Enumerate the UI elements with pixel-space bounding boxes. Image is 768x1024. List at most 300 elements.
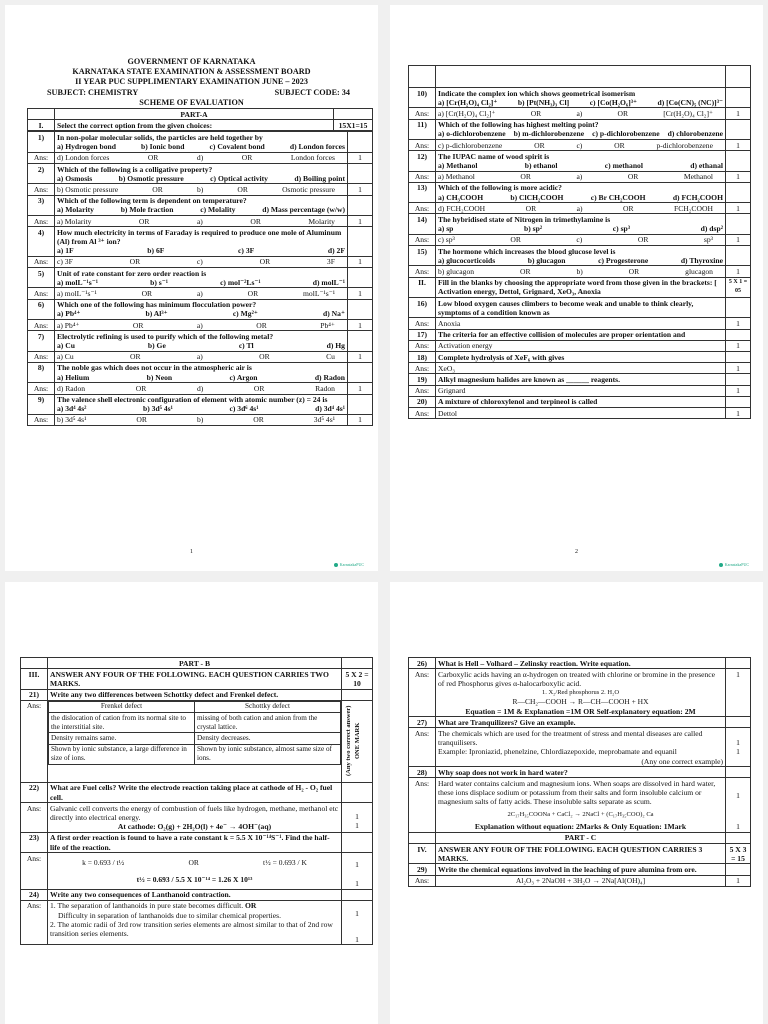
- formula-k: k = 0.693 / t½: [82, 857, 125, 867]
- page4-table: [408, 657, 751, 887]
- part-b-label: PART - B: [48, 658, 342, 669]
- mark-cell: [726, 298, 751, 318]
- answer-part: d) London forces: [57, 153, 110, 163]
- reaction-conditions: 1. X₂/Red phosphorus 2. H₂O: [541, 689, 620, 697]
- answer-part: OR: [130, 352, 141, 362]
- answer-part: OR: [530, 108, 542, 118]
- option: c) sp³: [612, 224, 631, 234]
- mark: 1: [348, 288, 373, 299]
- answer-part: b) 3d⁵ 4s¹: [57, 415, 87, 425]
- answer-label: Ans:: [409, 778, 436, 832]
- answer-part: c): [196, 257, 203, 267]
- answer-part: OR: [510, 235, 521, 245]
- mark: 1: [355, 820, 359, 830]
- subject: SUBJECT: CHEMISTRY: [47, 87, 139, 97]
- mark-cell: [726, 246, 751, 266]
- formula-half-life: t½ = 0.693 / K: [263, 857, 307, 867]
- answer-part: Osmotic pressure: [282, 184, 335, 194]
- mark: 1: [726, 108, 751, 119]
- answer-part: OR: [247, 288, 259, 298]
- frenkel-row-2: Density remains same.: [49, 733, 195, 744]
- question-cell: [436, 182, 726, 202]
- answer-part: OR: [534, 140, 545, 150]
- answer-part: b): [196, 415, 204, 425]
- option: d) Radon: [314, 372, 345, 382]
- schottky-row-1: missing of both cation and anion from the crystal lattice.: [195, 713, 341, 733]
- option: a) Helium: [57, 372, 90, 382]
- marking-note: Equation = 1M & Explanation =1M OR Self-explanatory equation: 2M: [465, 706, 696, 716]
- answer-row: [438, 109, 723, 118]
- options-row: [57, 205, 345, 214]
- mark: 1: [348, 351, 373, 362]
- mark: 1: [355, 859, 359, 869]
- question-number: 21): [21, 689, 48, 700]
- answer-part: OR: [519, 266, 531, 276]
- schottky-header: Schottky defect: [195, 701, 341, 712]
- mark: 1: [355, 934, 359, 944]
- answer-part: OR: [135, 383, 147, 393]
- answer-label: Ans:: [21, 803, 48, 833]
- question-number: 2): [28, 164, 55, 184]
- answer-label: Ans:: [21, 900, 48, 944]
- answer-label: Ans:: [409, 234, 436, 245]
- answer-part: c): [576, 140, 583, 150]
- question-text: A first order reaction is found to have a rate constant k = 5.5 X 10⁻¹⁴S⁻¹. Find the half-life of the reaction.: [48, 832, 342, 852]
- option: a) Methanol: [438, 160, 478, 170]
- or-label: OR: [188, 857, 199, 867]
- answer-part: c) p-dichlorobenzene: [438, 140, 503, 150]
- scum-equation: 2C₁₇H₃₅COONa + CaCl₂ → 2NaCl + (C₁₇H₃₅COO)₂ Ca: [507, 810, 654, 818]
- answer-row: [57, 352, 345, 361]
- question-number: 3): [28, 195, 55, 215]
- answer-part: b) Osmotic pressure: [57, 184, 119, 194]
- answer-text: Hard water contains calcium and magnesium ions. When soaps are dissolved in hard water, these ions displace sodium or potassium from their salts and form insoluble calcium or magnesium salts of fatty acids. These insoluble salts separate as scum.: [438, 778, 716, 807]
- question-text: Write any two consequences of Lanthanoid contraction.: [48, 889, 342, 900]
- answer-cell: [55, 256, 348, 267]
- answer-cell: [436, 203, 726, 214]
- answer-part: a): [196, 352, 203, 362]
- section-instruction: ANSWER ANY FOUR OF THE FOLLOWING. EACH QUESTION CARRIES TWO MARKS.: [48, 669, 342, 689]
- option: c) 3d⁶ 4s¹: [229, 404, 259, 414]
- mark-cell: [348, 195, 373, 215]
- answer-cell: [436, 171, 726, 182]
- section-marks: 15X1=15: [334, 120, 373, 131]
- answer-part: Pb⁴⁺: [320, 320, 335, 330]
- mark: 1: [736, 737, 740, 747]
- answer-row: [438, 204, 723, 213]
- question-cell: [55, 132, 348, 152]
- page-number: 1: [190, 549, 193, 555]
- option: b) Al³⁺: [145, 309, 168, 319]
- section-instruction: ANSWER ANY FOUR OF THE FOLLOWING. EACH QUESTION CARRIES 3 MARKS.: [436, 844, 726, 864]
- answer-row: [438, 172, 723, 181]
- question-table-1: [27, 131, 373, 426]
- answer-label: Ans:: [28, 152, 55, 163]
- answer-part: OR: [259, 352, 270, 362]
- page-4: [390, 582, 763, 1024]
- question-text: What is Hell – Volhard – Zelinsky reaction. Write equation.: [436, 658, 726, 669]
- watermark-logo: KarnatakaPUC: [719, 562, 749, 567]
- option: a) Hydrogen bond: [57, 142, 116, 152]
- mark-cell: [348, 394, 373, 414]
- mark-cell: [726, 352, 751, 363]
- frenkel-header: Frenkel defect: [49, 701, 195, 712]
- answer-row: [57, 321, 345, 330]
- option: d) [Co(CN)₅ (NC)]³⁻: [657, 97, 723, 107]
- answer-cell: [436, 234, 726, 245]
- question-number: 22): [21, 782, 48, 802]
- mark: 1: [736, 747, 740, 757]
- question-text: Alkyl magnesium halides are known as ______ reagents.: [436, 374, 726, 385]
- answer-part: Cu: [326, 352, 335, 362]
- answer-row: [57, 384, 345, 393]
- answer-label: Ans:: [409, 340, 436, 351]
- answer-part: OR: [147, 153, 159, 163]
- question-cell: [436, 151, 726, 171]
- question-number: 19): [409, 374, 436, 385]
- answer-part: b): [196, 184, 204, 194]
- answer-part: b) glucagon: [438, 266, 475, 276]
- answer-part: a) molL⁻¹s⁻¹: [57, 288, 97, 298]
- mark-cell: [726, 214, 751, 234]
- option: a) molL⁻¹s⁻¹: [57, 277, 99, 287]
- answer-part: 3d⁵ 4s¹: [313, 415, 335, 425]
- options-row: [57, 309, 345, 318]
- section-number: II.: [409, 277, 436, 297]
- mark: 1: [726, 140, 751, 151]
- mark: 1: [348, 184, 373, 195]
- answer-label: Ans:: [28, 351, 55, 362]
- question-text: A mixture of chloroxylenol and terpineol is called: [436, 396, 726, 407]
- answer-part: OR: [152, 184, 163, 194]
- answer-part: FCH₂COOH: [674, 203, 713, 213]
- mark: 1: [726, 340, 751, 351]
- answer-part: a): [196, 320, 203, 330]
- watermark-logo: KarnatakaPUC: [334, 562, 364, 567]
- defect-comparison-table: [48, 701, 341, 765]
- answer-cell: [55, 152, 348, 163]
- option: d) Na⁺: [323, 309, 345, 319]
- question-number: 5): [28, 268, 55, 288]
- question-text: Which of the following is more acidic?: [438, 183, 562, 193]
- answer-cell: [436, 108, 726, 119]
- option: d) Hg: [326, 340, 345, 350]
- consequence-1: 1. The separation of lanthanoids in pure state becomes difficult.: [50, 901, 244, 911]
- subject-code: SUBJECT CODE: 34: [274, 87, 350, 97]
- mark: 1: [726, 266, 751, 277]
- answer-label: Ans:: [409, 728, 436, 767]
- option: b) ClCH₂COOH: [510, 192, 564, 202]
- answer-part: c): [576, 235, 583, 245]
- answer-row: [57, 257, 345, 266]
- mark-cell: [348, 331, 373, 351]
- answer-part: Methanol: [683, 172, 713, 182]
- answer-part: Radon: [315, 383, 335, 393]
- answer-part: London forces: [290, 153, 335, 163]
- section-number: III.: [21, 669, 48, 689]
- part-a-table: [27, 108, 373, 131]
- option: b) sp²: [524, 224, 543, 234]
- question-number: 13): [409, 182, 436, 202]
- part-label: PART-A: [55, 109, 334, 120]
- answer-row: [57, 217, 345, 226]
- page-number: 2: [575, 549, 578, 555]
- answer-part: a): [576, 108, 583, 118]
- option: a) Pb⁴⁺: [57, 309, 81, 319]
- answer-label: Ans:: [409, 108, 436, 119]
- section-marks: 5 X 1 = 05: [726, 277, 751, 297]
- answer-cell: [55, 216, 348, 227]
- question-cell: [55, 195, 348, 215]
- question-text: Which of the following is a colligative property?: [57, 164, 213, 174]
- mark: 1: [736, 822, 740, 832]
- option: d) Thyroxine: [680, 255, 723, 265]
- answer-label: Ans:: [409, 318, 436, 329]
- question-number: 1): [28, 132, 55, 152]
- answer-row: [57, 153, 345, 162]
- question-number: 11): [409, 119, 436, 139]
- question-number: 4): [28, 227, 55, 257]
- option: c) p-dichlorobenzene: [592, 129, 660, 139]
- option: c) methanol: [604, 160, 643, 170]
- answer-label: Ans:: [409, 171, 436, 182]
- option: d) molL⁻¹: [312, 277, 345, 287]
- answer-part: OR: [129, 257, 141, 267]
- option: a) o-dichlorobenzene: [438, 129, 506, 139]
- mark: 1: [726, 234, 751, 245]
- option: d) dsp²: [700, 224, 723, 234]
- mark-cell: [348, 227, 373, 257]
- answer-part: OR: [136, 415, 147, 425]
- answer-row: [438, 267, 723, 276]
- question-number: 27): [409, 717, 436, 728]
- answer-part: p-dichlorobenzene: [656, 140, 713, 150]
- option: a) sp: [438, 224, 454, 234]
- question-number: 6): [28, 299, 55, 319]
- answer-label: Ans:: [409, 203, 436, 214]
- schottky-row-2: Density decreases.: [195, 733, 341, 744]
- answer-label: Ans:: [21, 700, 48, 782]
- exam-header: [5, 57, 378, 108]
- question-text: The valence shell electronic configuration of element with atomic number (z) = 24 is: [57, 395, 328, 404]
- answer-part: 3F: [326, 257, 335, 267]
- mark: 1: [726, 318, 751, 329]
- section-instruction: Fill in the blanks by choosing the appropriate word from those given in the brackets: [ Activation energy, Dettol, Grignard, XeO₃, Anoxia: [436, 277, 726, 297]
- question-cell: [55, 227, 348, 257]
- answer-part: c) sp³: [438, 235, 455, 245]
- question-number: 8): [28, 362, 55, 382]
- cathode-reaction: At cathode: O₂(g) + 2H₂O(l) + 4e⁻ → 4OH⁻(aq): [117, 822, 272, 832]
- part-c-label: PART - C: [436, 832, 726, 843]
- answer-label: Ans:: [28, 184, 55, 195]
- or-label: OR: [245, 901, 257, 911]
- section-instruction: Select the correct option from the given choices:: [55, 120, 334, 131]
- mark-cell: [726, 182, 751, 202]
- answer-part: c) 3F: [57, 257, 73, 267]
- option: c) mol⁻²Ls⁻¹: [220, 277, 261, 287]
- answer-label: Ans:: [28, 288, 55, 299]
- answer-part: OR: [250, 216, 261, 226]
- option: c) Br CH₂COOH: [590, 192, 646, 202]
- answer-cell: [436, 140, 726, 151]
- mark: 1: [348, 216, 373, 227]
- mark: 1: [726, 408, 751, 419]
- answer-label: Ans:: [409, 408, 436, 419]
- question-cell: [436, 246, 726, 266]
- header-line-1: GOVERNMENT OF KARNATAKA: [127, 57, 256, 66]
- option: a) 3d⁴ 4s²: [57, 404, 87, 414]
- answer-part: Molarity: [308, 216, 335, 226]
- option: a) Molarity: [57, 205, 94, 215]
- question-cell: [436, 119, 726, 139]
- answer-cell: [55, 288, 348, 299]
- option: b) s⁻¹: [150, 277, 168, 287]
- answer-label: Ans:: [28, 383, 55, 394]
- question-cell: [55, 268, 348, 288]
- answer-part: sp³: [703, 235, 713, 245]
- option: c) 3F: [238, 246, 255, 256]
- answer-text: Grignard: [436, 385, 726, 396]
- question-number: 26): [409, 658, 436, 669]
- option: b) [Pt(NH₃)₃ Cl]: [517, 97, 570, 107]
- marking-note: Explanation without equation: 2Marks & Only Equation: 1Mark: [474, 821, 687, 831]
- options-row: [57, 404, 345, 413]
- mark: 1: [355, 878, 359, 888]
- option: a) Osmosis: [57, 173, 93, 183]
- answer-part: OR: [520, 172, 531, 182]
- options-row: [438, 224, 723, 233]
- answer-part: d) Radon: [57, 383, 86, 393]
- option: d) Boiling point: [294, 173, 345, 183]
- hvz-equation: R—CH₂—COOH → R—CH—COOH + HX: [512, 697, 649, 707]
- options-row: [57, 373, 345, 382]
- question-table-2: [408, 65, 751, 419]
- option: d) ethanal: [690, 160, 723, 170]
- mark-cell: [348, 268, 373, 288]
- mark-cell: [726, 374, 751, 385]
- answer-part: OR: [256, 320, 267, 330]
- mark-cell: [726, 88, 751, 108]
- answer-part: molL⁻¹s⁻¹: [303, 288, 335, 298]
- answer-part: a): [196, 288, 203, 298]
- mark: 1: [348, 152, 373, 163]
- question-text: The criteria for an effective collision of molecules are proper orientation and: [436, 329, 726, 340]
- question-text: The hybridised state of Nitrogen in trimethylamine is: [438, 214, 611, 224]
- options-row: [57, 278, 345, 287]
- question-text: How much electricity in terms of Faraday is required to produce one mole of Aluminum (Al) from Al ³⁺ ion?: [57, 227, 342, 246]
- option: b) Ionic bond: [140, 142, 185, 152]
- answer-part: OR: [637, 235, 649, 245]
- answer-label: Ans:: [409, 875, 436, 886]
- question-text: Write the chemical equations involved in the leaching of pure alumina from ore.: [436, 864, 726, 875]
- answer-text: XeO₃: [436, 363, 726, 374]
- options-row: [438, 129, 723, 138]
- option: b) Mole fraction: [120, 205, 174, 215]
- marks-note: (Any two correct answer) ONE MARK: [345, 706, 362, 777]
- question-text: Indicate the complex ion which shows geometrical isomerism: [438, 88, 636, 98]
- answer-part: a): [196, 216, 203, 226]
- options-row: [57, 142, 345, 151]
- header-line-2: KARNATAKA STATE EXAMINATION & ASSESSMENT BOARD: [72, 67, 311, 77]
- options-row: [438, 193, 723, 202]
- answer-part: OR: [141, 288, 153, 298]
- header-line-3: II YEAR PUC SUPPLIMENTARY EXAMINATION JUNE – 2023: [75, 77, 308, 87]
- mark: 1: [736, 669, 740, 679]
- answer-label: Ans:: [28, 256, 55, 267]
- option: b) 6F: [147, 246, 165, 256]
- answer-part: d): [196, 153, 204, 163]
- mark: 1: [348, 320, 373, 331]
- answer-label: Ans:: [409, 266, 436, 277]
- option: b) Neon: [146, 372, 173, 382]
- option: b) Ge: [147, 340, 166, 350]
- answer-part: d): [196, 383, 204, 393]
- option: d) 2F: [327, 246, 345, 256]
- option: d) London forces: [289, 142, 345, 152]
- answer-part: OR: [525, 203, 537, 213]
- marking-note: (Any one correct example): [641, 756, 723, 766]
- question-number: 20): [409, 396, 436, 407]
- question-cell: [436, 88, 726, 108]
- mark-cell: [348, 132, 373, 152]
- option: c) Optical activity: [210, 173, 268, 183]
- mark: 1: [348, 414, 373, 425]
- option: b) ethanol: [524, 160, 558, 170]
- option: a) [Cr(H₂O)₄ Cl₂]⁺: [438, 97, 498, 107]
- mark-cell: [348, 362, 373, 382]
- consequence-2: 2. The atomic radii of 3rd row transition series elements are almost similar to that of 2nd row transition series elements.: [50, 919, 333, 938]
- question-text: Complete hydrolysis of XeF₆ with gives: [436, 352, 726, 363]
- question-cell: [55, 331, 348, 351]
- answer-cell: [436, 266, 726, 277]
- options-row: [438, 256, 723, 265]
- answer-part: OR: [628, 266, 640, 276]
- answer-part: OR: [253, 383, 265, 393]
- question-number: 28): [409, 767, 436, 778]
- section-marks: 5 X 3 = 15: [726, 844, 751, 864]
- answer-part: OR: [259, 257, 271, 267]
- question-text: The hormone which increases the blood glucose level is: [438, 246, 616, 256]
- mark-cell: [726, 396, 751, 407]
- answer-label: Ans:: [28, 320, 55, 331]
- answer-part: a) [Cr(H₂O)₄ Cl₂]⁺: [438, 108, 496, 118]
- answer-cell: [55, 383, 348, 394]
- question-text: Which one of the following has minimum flocculation power?: [57, 300, 257, 310]
- mark: 1: [348, 256, 373, 267]
- option: a) glucocorticoids: [438, 255, 496, 265]
- option: d) 3d⁴ 4s¹: [315, 404, 345, 414]
- part-b-table: [20, 657, 373, 945]
- answer-text: Carboxylic acids having an α-hydrogen on treated with chlorine or bromine in the presence of red Phosphorus gives α-halocarboxylic acid.: [438, 669, 716, 688]
- question-cell: [55, 164, 348, 184]
- option: a) CH₃COOH: [438, 192, 484, 202]
- answer-part: a): [576, 172, 583, 182]
- question-cell: [55, 362, 348, 382]
- question-number: 7): [28, 331, 55, 351]
- options-row: [438, 98, 723, 107]
- question-number: 12): [409, 151, 436, 171]
- answer-row: [57, 289, 345, 298]
- question-number: 16): [409, 298, 436, 318]
- answer-part: [Cr(H₂O)₄ Cl₂]⁺: [663, 108, 713, 118]
- mark: 1: [726, 875, 751, 886]
- frenkel-row-1: the dislocation of cation from its normal site to the interstitial site.: [49, 713, 195, 733]
- answer-part: b): [576, 266, 583, 276]
- answer-part: d) FCH₂COOH: [438, 203, 486, 213]
- option: c) Mg²⁺: [232, 309, 258, 319]
- mark: 1: [348, 383, 373, 394]
- answer-row: [438, 141, 723, 150]
